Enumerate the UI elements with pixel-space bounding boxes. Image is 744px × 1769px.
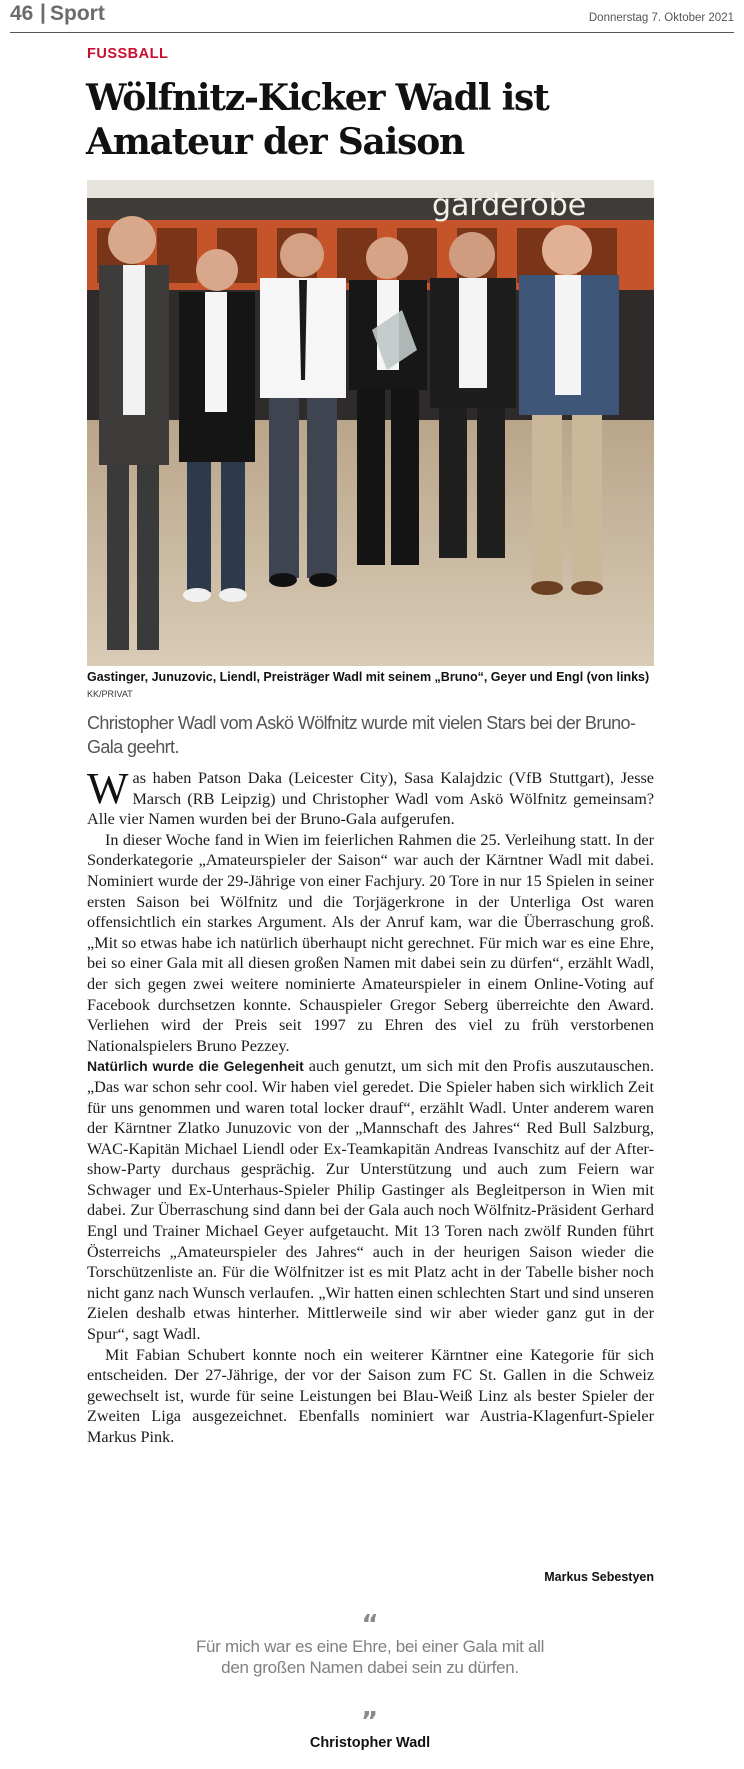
paragraph-1 (87, 764, 654, 830)
caption-text: Gastinger, Junuzovic, Liendl, Preisträger Wadl mit seinem „Bruno“, Geyer und Engl (von links) (87, 670, 650, 684)
photo-caption (87, 669, 654, 702)
paragraph-3-text: auch genutzt, um sich mit den Profis auszutauschen. „Das war schon sehr cool. Wir haben viel geredet. Die Spieler haben sich wirklich Zeit für uns genommen und waren total locker drauf“, erzählt Wadl. Unter anderem waren der Kärntner Zlatko Junuzovic von der „Mannschaft des Jahres“ Red Bull Salzburg, WAC-Kapitän Michael Liendl oder Ex-Teamkapitän Andreas Ivanschitz auf der After-show-Party durchaus gesprächig. Zur Unterstützung und auch zum Feiern war Schwager und Ex-Unterhaus-Spieler Philip Gastinger als Begleitperson in Wien mit dabei. Zur Überraschung sind dann bei der Gala auch noch Wölfnitz-Präsident Gerhard Engl und Trainer Michael Geyer aufgetaucht. Mit 13 Toren nach zwölf Runden führt Österreichs „Amateurspieler des Jahres“ auch in der heurigen Saison wieder die Torschützenliste an. Für die Wölfnitzer ist es mit Platz acht in der Tabelle bisher noch nicht ganz nach Wunsch verlaufen. „Wir hatten einen schlechten Start und sind unseren Zielen deshalb etwas hinterher. Mittlerweile sind wir aber wieder ganz gut in der Spur“, sagt Wadl. (87, 1057, 654, 1344)
paragraph-4: Mit Fabian Schubert konnte noch ein weiterer Kärntner eine Kategorie für sich entscheiden. Der 27-Jährige, der vor der Saison zum FC St. Gallen in die Schweiz gewechselt ist, wurde für seine Leistungen bei Blau-Weiß Linz als bester Spieler der Zweiten Liga ausgezeichnet. Ebenfalls nominiert war Austria-Klagenfurt-Spieler Markus Pink. (87, 1345, 654, 1446)
quote-open-mark: “ (361, 1610, 379, 1640)
drop-cap: W (87, 764, 129, 813)
paragraph-1-text: as haben Patson Daka (Leicester City), Sasa Kalajdzic (VfB Stuttgart), Jesse Marsch (RB Leipzig) und Christopher Wadl vom Askö Wölfnitz gemeinsam? Alle vier Namen wurden bei der Bruno-Gala aufgerufen. (87, 769, 654, 829)
paragraph-3 (87, 1056, 654, 1344)
pull-quote: Für mich war es eine Ehre, bei einer Gala mit all den großen Namen dabei sein zu dürfen. (195, 1637, 545, 1677)
article-photo (87, 180, 654, 666)
article-body (87, 764, 654, 1448)
run-in-head: Natürlich wurde die Gelegenheit (87, 1058, 304, 1075)
quote-close-mark: „ (361, 1693, 379, 1723)
issue-date: Donnerstag 7. Oktober 2021 (588, 12, 734, 24)
article-author: Markus Sebestyen (544, 1570, 654, 1584)
article-lead: Christopher Wadl vom Askö Wölfnitz wurde mit vielen Stars bei der Bruno-Gala geehrt. (87, 713, 636, 757)
section-title: Sport (50, 2, 105, 25)
wall-text: garderobe (432, 188, 587, 223)
photo-illustration (87, 180, 654, 666)
paragraph-2: In dieser Woche fand in Wien im feierlichen Rahmen die 25. Verleihung statt. In der Sonderkategorie „Amateurspieler der Saison“ war auch der Kärntner Wadl mit dabei. Nominiert wurde der 29-Jährige von einer Fachjury. 20 Tore in nur 15 Spielen in seiner ersten Saison bei Wölfnitz und die Torjägerkrone in der Unterliga Ost waren offensichtlich ein starkes Argument. Als der Anruf kam, war die Überraschung groß. „Mit so etwas habe ich natürlich überhaupt nicht gerechnet. Für mich war es eine Ehre, bei so einer Gala mit all diesen großen Namen mit dabei sein zu dürfen“, erzählt Wadl, der sich gegen zwei weitere nominierte Amateurspieler in einem Online-Voting auf Facebook durchsetzen konnte. Schauspieler Gregor Seberg überreichte den Award. Verliehen wird der Preis seit 1997 zu Ehren des viel zu früh verstorbenen Nationalspielers Bruno Pezzey. (87, 830, 654, 1055)
masthead-separator: | (40, 1, 46, 24)
article-kicker: FUSSBALL (87, 46, 169, 62)
page-number: 46 (10, 2, 34, 25)
masthead (10, 0, 734, 33)
pull-quote-author: Christopher Wadl (309, 1735, 431, 1751)
photo-credit: KK/PRIVAT (87, 689, 133, 699)
article-headline: Wölfnitz-Kicker Wadl ist Amateur der Saison (86, 77, 549, 163)
